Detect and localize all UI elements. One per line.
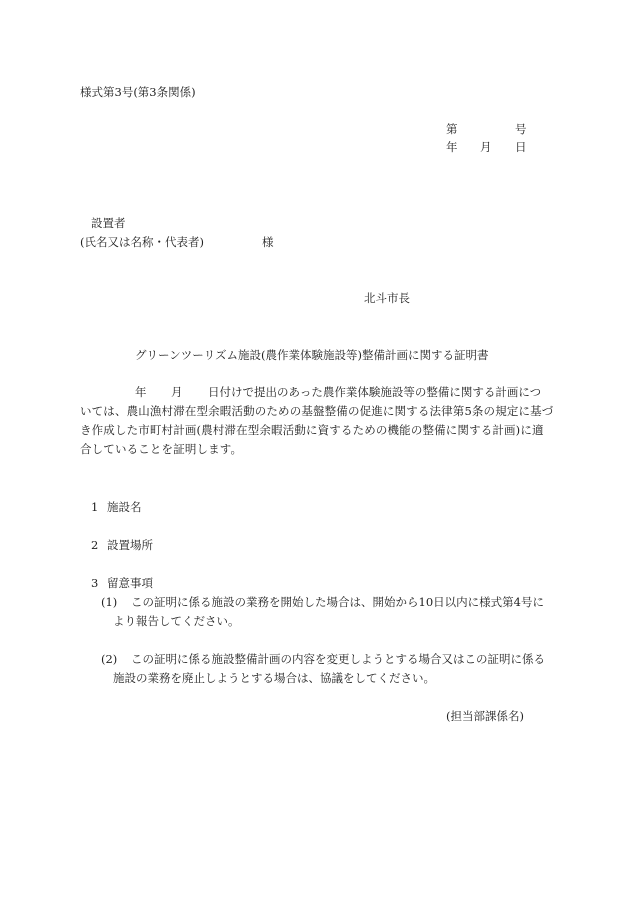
item-1-label: 施設名: [107, 500, 142, 514]
issuer: 北斗市長: [364, 291, 410, 305]
note-2-line1: この証明に係る施設整備計画の内容を変更しようとする場合又はこの証明に係る: [131, 652, 545, 666]
date-day: 日: [515, 140, 527, 154]
note-1-number: (1): [101, 595, 118, 609]
item-3-number: 3: [91, 576, 99, 590]
body-line2: いては、農山漁村滞在型余暇活動のための基盤整備の促進に関する法律第5条の規定に基づ: [80, 404, 554, 418]
number-suffix: 号: [515, 122, 527, 136]
document-title: グリーンツーリズム施設(農作業体験施設等)整備計画に関する証明書: [135, 348, 489, 362]
date-year: 年: [446, 140, 458, 154]
item-2-number: 2: [91, 538, 99, 552]
body-line4: 合していることを証明します。: [80, 442, 243, 456]
body-year: 年: [135, 385, 147, 399]
body-month: 月: [171, 385, 183, 399]
item-2-label: 設置場所: [107, 538, 153, 552]
note-1-line1: この証明に係る施設の業務を開始した場合は、開始から10日以内に様式第4号に: [131, 595, 544, 609]
body-line3: き作成した市町村計画(農村滞在型余暇活動に資するための機能の整備に関する計画)に適: [80, 423, 544, 437]
addressee-line2: (氏名又は名称・代表者): [80, 235, 204, 249]
form-label: 様式第3号(第3条関係): [80, 85, 196, 99]
item-1-number: 1: [91, 500, 99, 514]
note-1-line2: より報告してください。: [113, 614, 240, 628]
note-2-number: (2): [101, 652, 118, 666]
note-2-line2: 施設の業務を廃止しようとする場合は、協議をしてください。: [113, 671, 435, 685]
number-prefix: 第: [446, 122, 458, 136]
addressee-honorific: 様: [262, 235, 274, 249]
date-month: 月: [480, 140, 492, 154]
addressee-line1: 設置者: [91, 216, 126, 230]
item-3-label: 留意事項: [107, 576, 153, 590]
body-line1-rest: 日付けで提出のあった農作業体験施設等の整備に関する計画につ: [208, 385, 542, 399]
contact-department: (担当部課係名): [446, 709, 524, 723]
